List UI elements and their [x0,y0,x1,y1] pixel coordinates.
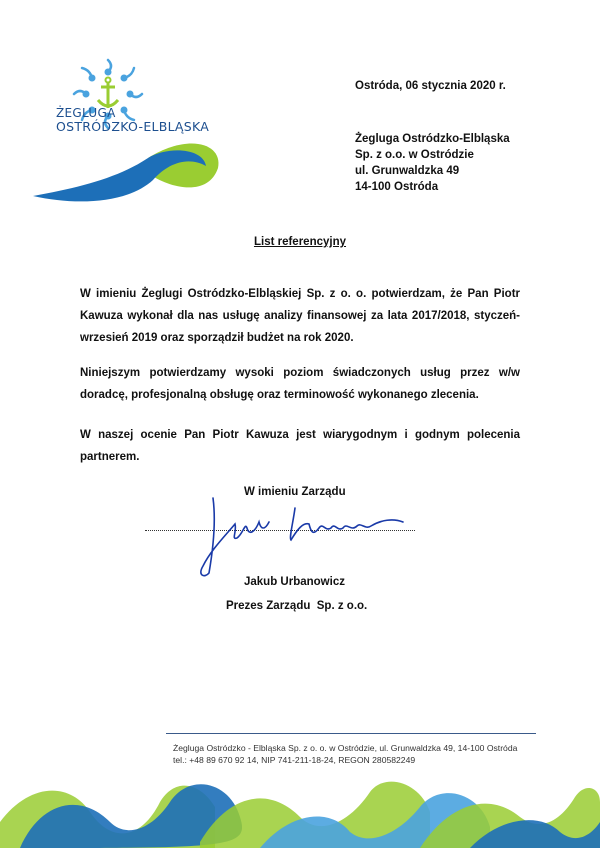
signature-label: W imieniu Zarządu [244,486,346,498]
footer-waves-decoration [0,762,600,848]
handwritten-signature [185,478,405,588]
logo-text [56,106,209,134]
signer-name: Jakub Urbanowicz [244,576,345,588]
body-paragraph: Niniejszym potwierdzamy wysoki poziom świadczonych usług przez w/w doradcę, profesjonalną obsługę oraz terminowość wykonanego zlecenia. [80,367,520,401]
recipient-line: Żegluga Ostródzko-Elbląska [355,133,510,145]
logo-line-2: OSTRÓDZKO-ELBLĄSKA [56,119,210,134]
logo-wave-icon [33,144,218,202]
body-paragraph: W imieniu Żeglugi Ostródzko-Elbląskiej Sp. z o. o. potwierdzam, że Pan Piotr Kawuza wykonał dla nas usługę analizy finansowej za lata 2017/2018, styczeń-wrzesień 2019 oraz sporządził budżet na rok 2020. [80,288,520,344]
recipient-address [355,131,510,195]
anchor-icon [98,78,118,109]
body-paragraph: W naszej ocenie Pan Piotr Kawuza jest wiarygodnym i godnym polecenia partnerem. [80,429,520,463]
recipient-line: Sp. z o.o. w Ostródzie [355,149,474,161]
footer-contact: tel.: +48 89 670 92 14, NIP 741-211-18-24, REGON 280582249 [173,755,416,765]
subject-text: List referencyjny [253,236,347,248]
recipient-line: ul. Grunwaldzka 49 [355,165,460,177]
signer-role: Prezes Zarządu Sp. z o.o. [226,600,368,612]
letter-subject [0,236,600,248]
footer-divider [166,733,536,734]
recipient-line: 14-100 Ostróda [355,181,439,193]
letter-date: Ostróda, 06 stycznia 2020 r. [355,80,506,92]
logo-line-1: ŻEGLUGA [56,106,116,120]
footer-address: Żegluga Ostródzko - Elbląska Sp. z o. o. w Ostródzie, ul. Grunwaldzka 49, 14-100 Ostróda [173,743,518,753]
